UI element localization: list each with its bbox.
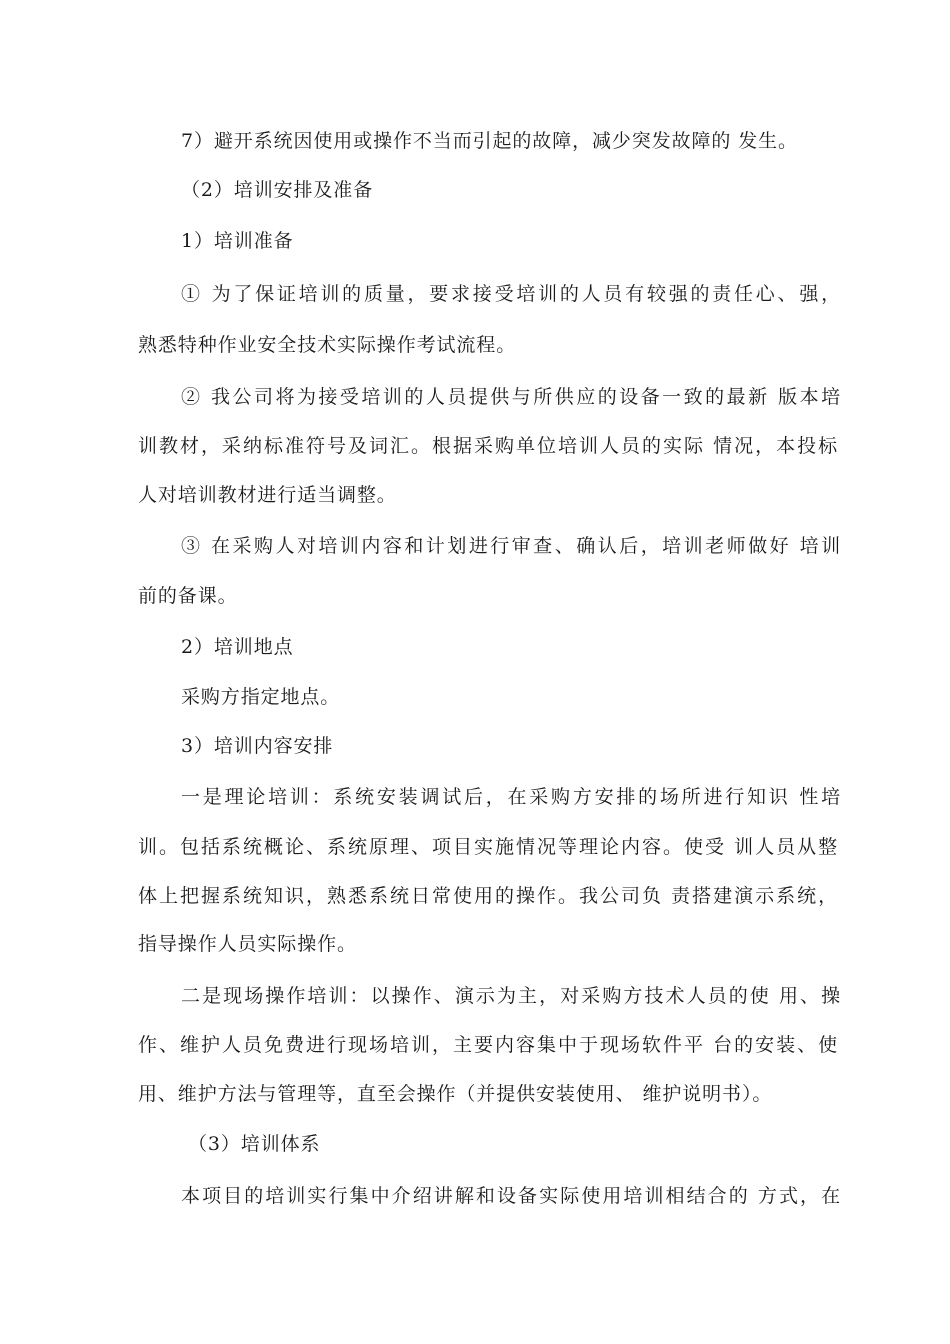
paragraph-4-line-1: 一是理论培训：系统安装调试后，在采购方安排的场所进行知识 性培 xyxy=(181,786,841,808)
paragraph-1-line-1: ① 为了保证培训的质量，要求接受培训的人员有较强的责任心、强， xyxy=(181,283,841,305)
paragraph-4-line-4: 指导操作人员实际操作。 xyxy=(138,933,357,955)
section-heading-2: （2）培训安排及准备 xyxy=(181,179,374,201)
paragraph-2-line-2: 训教材，采纳标准符号及词汇。根据采购单位培训人员的实际 情况，本投标 xyxy=(138,435,838,457)
paragraph-4-line-3: 体上把握系统知识，熟悉系统日常使用的操作。我公司负 责搭建演示系统， xyxy=(138,885,838,907)
subheading-training-location: 2）培训地点 xyxy=(181,636,294,658)
paragraph-4-line-2: 训。包括系统概论、系统原理、项目实施情况等理论内容。使受 训人员从整 xyxy=(138,836,838,858)
paragraph-5-line-1: 二是现场操作培训：以操作、演示为主，对采购方技术人员的使 用、操 xyxy=(181,985,841,1007)
section-heading-3: （3）培训体系 xyxy=(188,1133,321,1155)
paragraph-2-line-3: 人对培训教材进行适当调整。 xyxy=(138,484,397,506)
subheading-training-preparation: 1）培训准备 xyxy=(181,230,294,252)
paragraph-3-line-1: ③ 在采购人对培训内容和计划进行审查、确认后，培训老师做好 培训 xyxy=(181,535,841,557)
list-item-7: 7）避开系统因使用或操作不当而引起的故障，减少突发故障的 发生。 xyxy=(181,130,798,152)
paragraph-1-line-2: 熟悉特种作业安全技术实际操作考试流程。 xyxy=(138,334,517,356)
paragraph-5-line-2: 作、维护人员免费进行现场培训，主要内容集中于现场软件平 台的安装、使 xyxy=(138,1034,838,1056)
paragraph-3-line-2: 前的备课。 xyxy=(138,585,238,607)
subheading-training-content: 3）培训内容安排 xyxy=(181,735,334,757)
paragraph-5-line-3: 用、维护方法与管理等，直至会操作（并提供安装使用、 维护说明书）。 xyxy=(138,1083,773,1105)
location-text: 采购方指定地点。 xyxy=(181,686,341,708)
paragraph-6-line-1: 本项目的培训实行集中介绍讲解和设备实际使用培训相结合的 方式，在 xyxy=(181,1185,841,1207)
paragraph-2-line-1: ② 我公司将为接受培训的人员提供与所供应的设备一致的最新 版本培 xyxy=(181,386,841,408)
